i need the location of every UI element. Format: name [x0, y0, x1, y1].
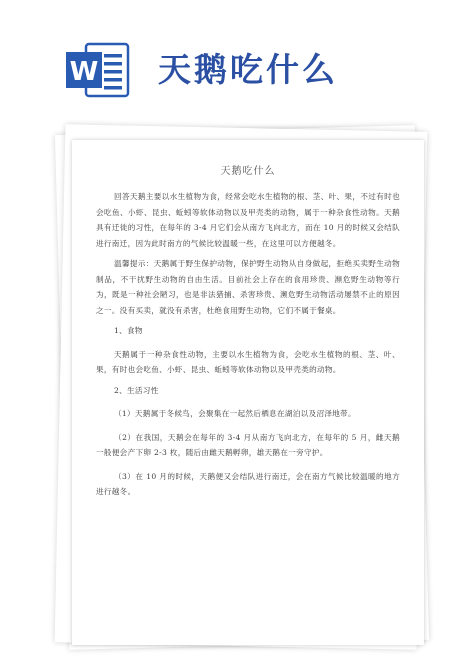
paragraph-tip: 温馨提示：天鹅属于野生保护动物，保护野生动物从自身做起，拒绝买卖野生动物制品，不干扰野生动物的自由生活。目前社会上存在的食用珍贵、濒危野生动物等行为，既是一种社会陋习，也是非法猎捕、杀害珍贵、濒危野生动物活动屡禁不止的原因之一。没有买卖，就没有杀害，杜绝食用野生动物，它们不属于餐桌。	[96, 259, 400, 315]
header	[0, 0, 474, 120]
header-title: 天鹅吃什么	[158, 50, 338, 89]
section-heading-food: 1、食物	[114, 326, 143, 335]
paragraph-habit-3: （3）在 10 月的时候，天鹅便又会结队进行南迁，会在南方气候比较温暖的地方进行越冬。	[96, 471, 400, 496]
logo-letter: W	[69, 57, 99, 87]
paragraph-habit-2: （2）在我国，天鹅会在每年的 3-4 月从南方飞向北方，在每年的 5 月，雌天鹅一般便会产下卵 2-3 枚，随后由雌天鹅孵卵，雄天鹅在一旁守护。	[96, 432, 400, 457]
paragraph-food: 天鹅属于一种杂食性动物，主要以水生植物为食，会吃水生植物的根、茎、叶、果，有时也会吃鱼、小虾、昆虫、蚯蚓等软体动物以及甲壳类的动物。	[96, 349, 400, 374]
paragraph-intro: 回答天鹅主要以水生植物为食，经常会吃水生植物的根、茎、叶、果，不过有时也会吃鱼、小虾、昆虫、蚯蚓等软体动物以及甲壳类的动物，属于一种杂食性动物。天鹅具有迁徙的习性，在每年的 3-4 月它们会从南方飞向北方，而在 10 月的时候又会结队进行南迁，因为此时南方的气候比较温暖一些，在这里可以方便越冬。	[96, 192, 400, 248]
paragraph-habit-1: （1）天鹅属于冬候鸟，会聚集在一起然后栖息在湖泊以及沼泽地带。	[114, 409, 356, 418]
document-title: 天鹅吃什么	[220, 166, 276, 177]
word-document-icon	[64, 40, 132, 100]
section-heading-habits: 2、生活习性	[114, 385, 159, 395]
document-body	[96, 162, 400, 505]
